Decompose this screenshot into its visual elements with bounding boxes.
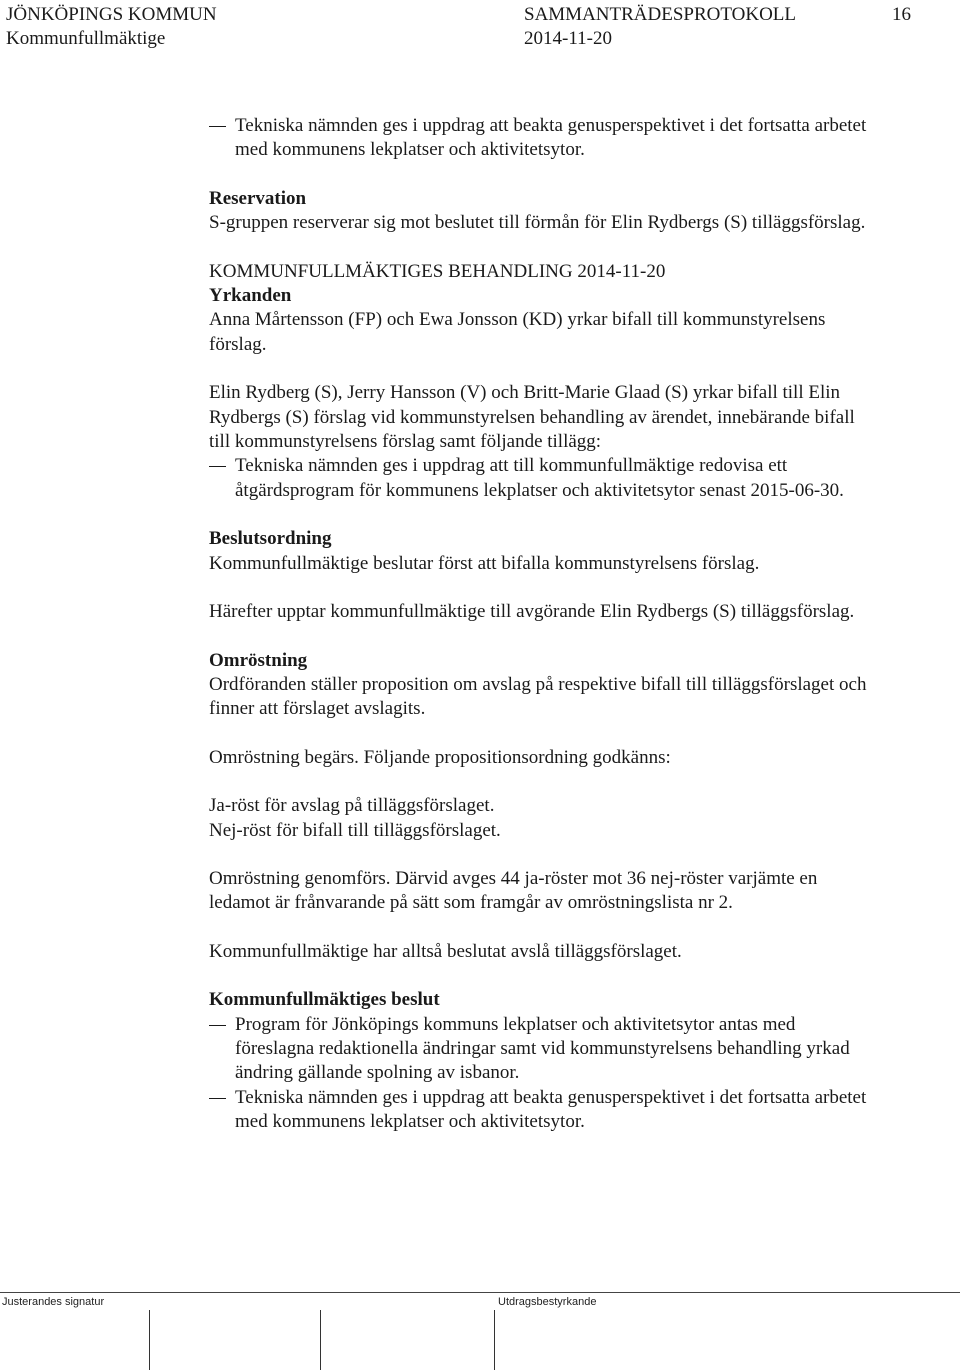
signature-label: Justerandes signatur: [2, 1296, 105, 1308]
signature-box-divider: [149, 1310, 150, 1370]
vote-no-option: Nej-röst för bifall till tilläggsförslaget.: [209, 819, 501, 841]
order-heading: Beslutsordning: [209, 528, 332, 550]
header-document-type: SAMMANTRÄDESPROTOKOLL: [524, 4, 797, 25]
vote-yes-option: Ja-röst för avslag på tilläggsförslaget.: [209, 795, 495, 817]
decision-heading: Kommunfullmäktiges beslut: [209, 989, 440, 1011]
dash-bullet-icon: [209, 1098, 226, 1099]
decision-item: [209, 1013, 879, 1086]
claims-heading: Yrkanden: [209, 285, 292, 307]
rydberg-bullet-text: Tekniska nämnden ges i uppdrag att till kommunfullmäktige redovisa ett åtgärdsprogram för kommunens lekplatser och aktivitetsytor senast 2015-06-30.: [235, 455, 844, 501]
vote-result: Omröstning genomförs. Därvid avges 44 ja-röster mot 36 nej-röster varjämte en ledamot är frånvarande på sätt som framgår av omröstningslista nr 2.: [209, 867, 818, 914]
vote-text-1: Ordföranden ställer proposition om avslag på respektive bifall till tilläggsförslaget och finner att förslaget avslagits.: [209, 673, 867, 720]
rydberg-bullet-item: [209, 454, 879, 503]
reservation-text: S-gruppen reserverar sig mot beslutet till förmån för Elin Rydbergs (S) tilläggsförslag.: [209, 212, 866, 234]
decision-item-text: Tekniska nämnden ges i uppdrag att beakta genusperspektivet i det fortsatta arbetet med kommunens lekplatser och aktivitetsytor.: [235, 1086, 867, 1133]
order-text-2: Härefter upptar kommunfullmäktige till avgörande Elin Rydbergs (S) tilläggsförslag.: [209, 601, 855, 623]
signature-box-divider: [494, 1310, 495, 1370]
protocol-body: [209, 114, 879, 1135]
extract-certification-label: Utdragsbestyrkande: [498, 1296, 597, 1308]
top-bullet-item: [209, 114, 879, 163]
decision-item: [209, 1086, 879, 1135]
rydberg-claim-text: Elin Rydberg (S), Jerry Hansson (V) och Britt-Marie Glaad (S) yrkar bifall till Elin Rydbergs (S) förslag vid kommunstyrelsen behandling av ärendet, innebärande bifall till kommunstyrelsens förslag samt följande tillägg:: [209, 382, 855, 453]
footer-divider: [0, 1292, 960, 1293]
decision-item-text: Program för Jönköpings kommuns lekplatser och aktivitetsytor antas med föreslagna redaktionella ändringar samt vid kommunstyrelsens behandling yrkad ändring gällande spolning av isbanor.: [235, 1013, 850, 1084]
dash-bullet-icon: [209, 1025, 226, 1026]
order-text-1: Kommunfullmäktige beslutar först att bifalla kommunstyrelsens förslag.: [209, 552, 760, 574]
reservation-heading: Reservation: [209, 187, 307, 209]
dash-bullet-icon: [209, 466, 226, 467]
treatment-title: KOMMUNFULLMÄKTIGES BEHANDLING 2014-11-20: [209, 260, 666, 282]
header-date: 2014-11-20: [524, 28, 612, 49]
signature-box-divider: [320, 1310, 321, 1370]
claims-text: Anna Mårtensson (FP) och Ewa Jonsson (KD) yrkar bifall till kommunstyrelsens förslag.: [209, 309, 826, 355]
dash-bullet-icon: [209, 126, 226, 127]
header-organization: JÖNKÖPINGS KOMMUN: [6, 4, 217, 25]
vote-conclusion: Kommunfullmäktige har alltså beslutat avslå tilläggsförslaget.: [209, 940, 682, 962]
header-body: Kommunfullmäktige: [6, 28, 166, 49]
top-bullet-text: Tekniska nämnden ges i uppdrag att beakta genusperspektivet i det fortsatta arbetet med kommunens lekplatser och aktivitetsytor.: [235, 115, 867, 161]
vote-heading: Omröstning: [209, 649, 308, 671]
vote-text-2: Omröstning begärs. Följande propositionsordning godkänns:: [209, 746, 671, 768]
page-number: 16: [892, 4, 911, 25]
